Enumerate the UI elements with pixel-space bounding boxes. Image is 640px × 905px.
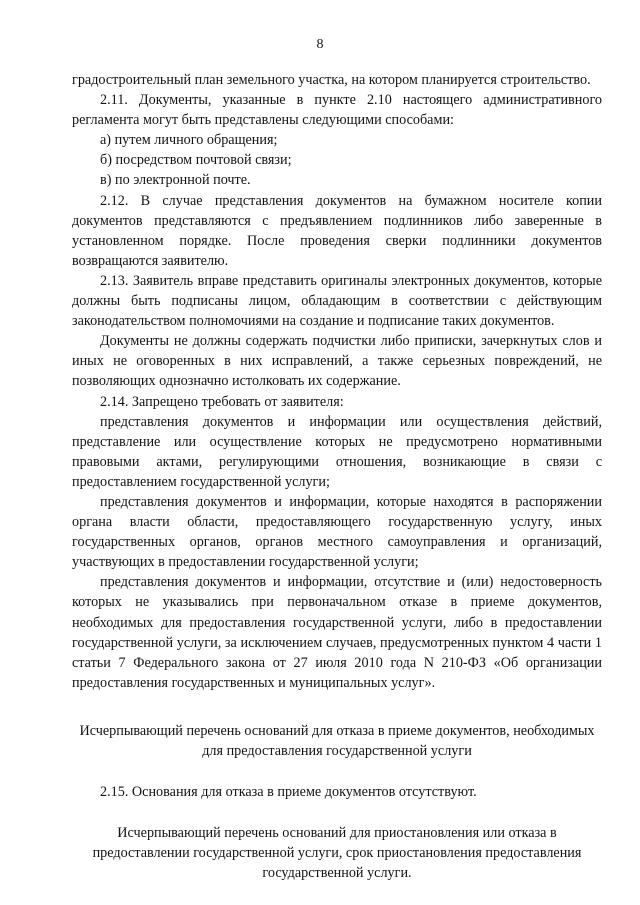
- paragraph-2-11: 2.11. Документы, указанные в пункте 2.10 настоящего административного регламента могут быть представлены следующими способами:: [72, 92, 602, 129]
- list-item-a: а) путем личного обращения;: [100, 132, 278, 149]
- list-item-v: в) по электронной почте.: [100, 172, 251, 189]
- prohibition-item-2: представления документов и информации, которые находятся в распоряжении органа власти области, предоставляющего государственную услугу, иных государственных органов, органов местного самоуправления и организаций, участвующих в предоставлении государственной услуги;: [72, 493, 602, 571]
- page-number: 8: [316, 37, 324, 52]
- document-body: [72, 70, 602, 883]
- paragraph-2-13: 2.13. Заявитель вправе представить оригиналы электронных документов, которые должны быть подписаны лицом, обладающим в соответствии с действующим законодательством полномочиями на создание и подписание таких документов.: [72, 272, 602, 330]
- section-heading-suspension: Исчерпывающий перечень оснований для приостановления или отказа в предоставлении государственной услуги, срок приостановления предоставления государственной услуги.: [92, 825, 582, 882]
- paragraph-2-12: 2.12. В случае представления документов на бумажном носителе копии документов представляются с предъявлением подлинников либо заверенные в установленном порядке. После проведения сверки подлинники документов возвращаются заявителю.: [72, 192, 602, 269]
- paragraph-continuation: градостроительный план земельного участка, на котором планируется строительство.: [72, 72, 591, 88]
- list-item-b: б) посредством почтовой связи;: [100, 152, 292, 169]
- paragraph-documents-requirements: Документы не должны содержать подчистки либо приписки, зачеркнутых слов и иных не оговоренных в них исправлений, а также серьезных повреждений, не позволяющих однозначно истолковать их содержание.: [72, 333, 602, 390]
- paragraph-2-14: 2.14. Запрещено требовать от заявителя:: [100, 393, 344, 410]
- paragraph-2-15: 2.15. Основания для отказа в приеме документов отсутствуют.: [100, 784, 477, 801]
- section-heading-refusal: Исчерпывающий перечень оснований для отказа в приеме документов, необходимых для предоставления государственной услуги: [79, 722, 595, 759]
- prohibition-item-1: представления документов и информации или осуществления действий, представление или осуществление которых не предусмотрено нормативными правовыми актами, регулирующими отношения, возникающие в связи с предоставлением государственной услуги;: [72, 413, 602, 490]
- prohibition-item-3: представления документов и информации, отсутствие и (или) недостоверность которых не указывались при первоначальном отказе в приеме документов, необходимых для предоставления государственной услуги, либо в предоставлении государственной услуги, за исключением случаев, предусмотренных пунктом 4 части 1 статьи 7 Федерального закона от 27 июля 2010 года N 210-ФЗ «Об организации предоставления государственных и муниципальных услуг».: [72, 574, 602, 691]
